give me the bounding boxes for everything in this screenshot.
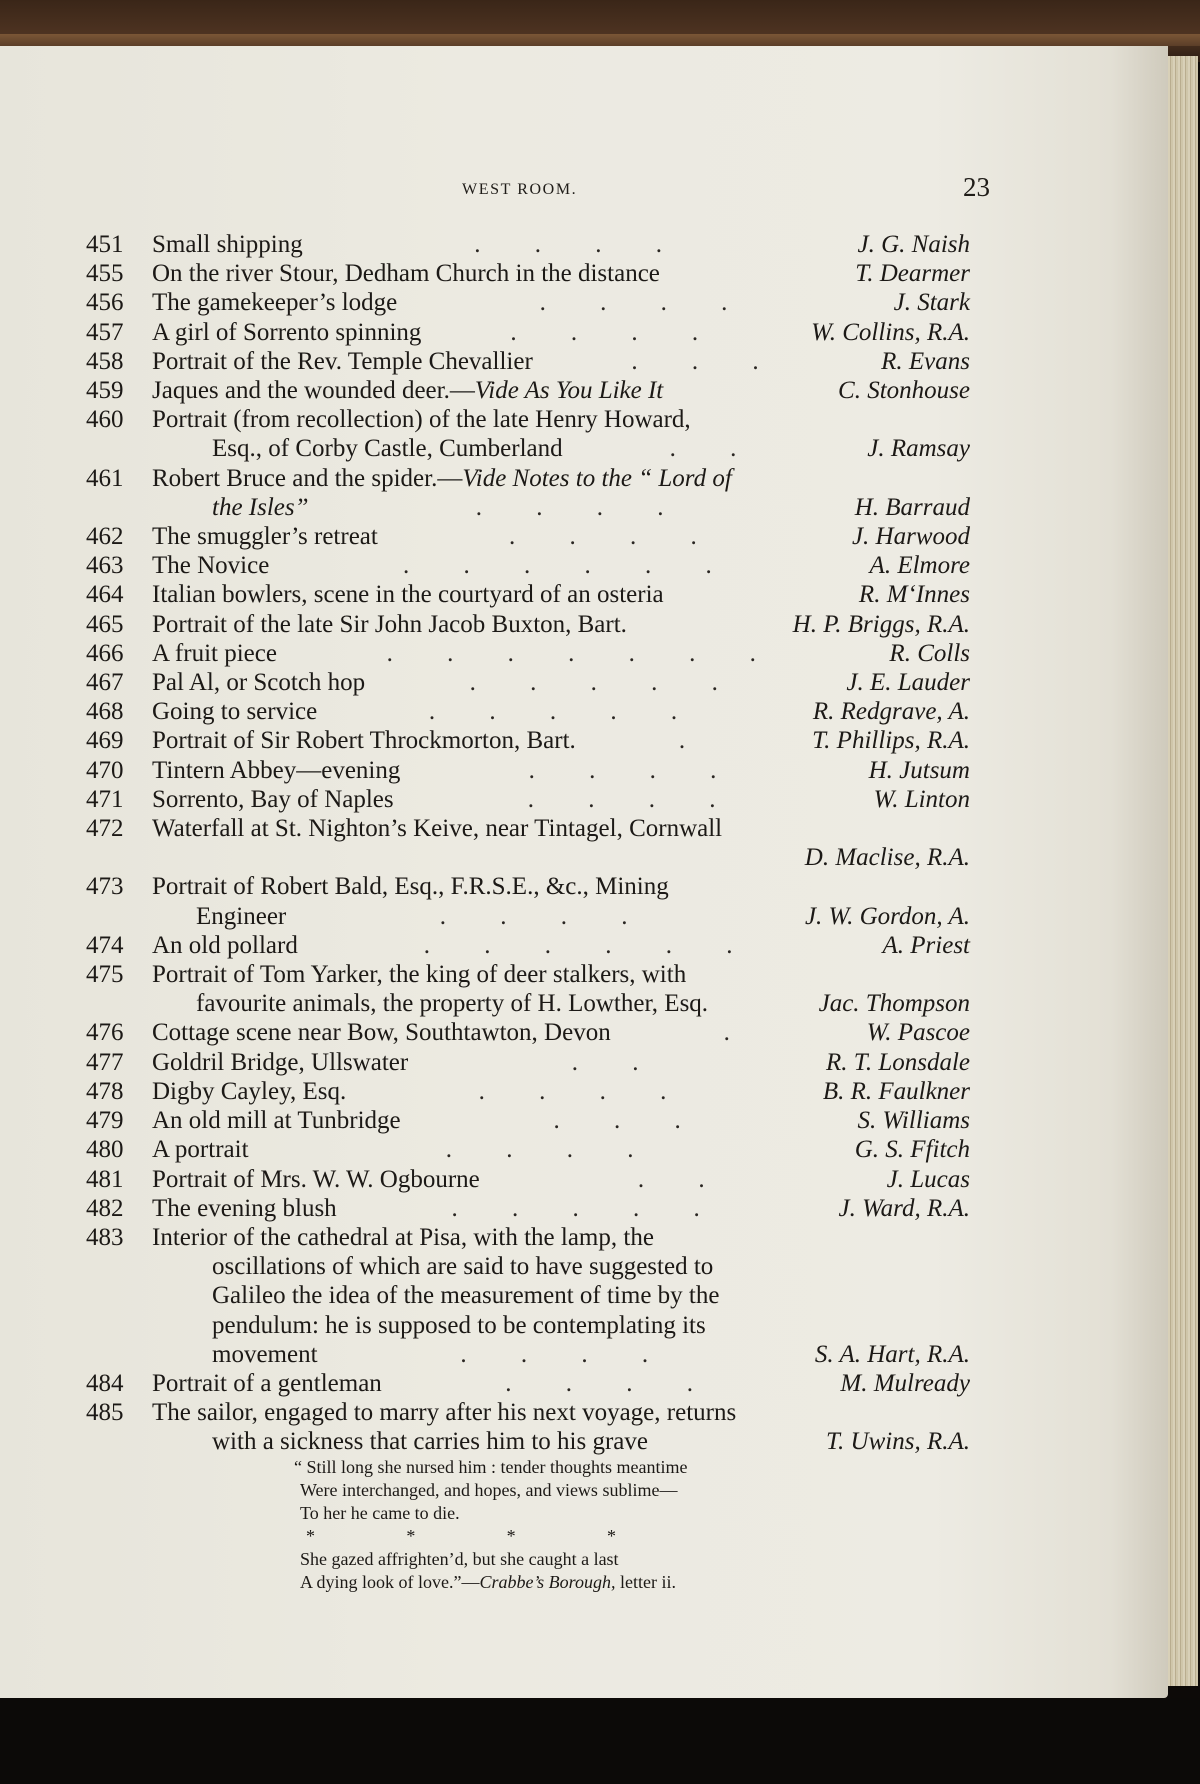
entry-title: Tintern Abbey—evening (152, 756, 401, 784)
entry-title: Sorrento, Bay of Naples (152, 785, 394, 813)
catalogue-entry: 460 Portrait (from recollection) of the late Henry Howard, Esq., of Corby Castle, Cumberland . . J. Ramsay (86, 406, 970, 463)
catalogue-entry (86, 960, 970, 1018)
catalogue-entry: 457 A girl of Sorrento spinning . . . . W. Collins, R.A. (86, 318, 970, 346)
entry-number: 478 (86, 1077, 124, 1105)
catalogue-entry: 478 Digby Cayley, Esq. . . . . B. R. Faulkner (86, 1077, 970, 1105)
entry-title: with a sickness that carries him to his grave (212, 1428, 648, 1456)
asterisk: * (606, 1526, 616, 1546)
entry-number: 471 (86, 785, 124, 813)
entry-artist: T. Uwins, R.A. (826, 1428, 970, 1456)
entry-artist: T. Phillips, R.A. (812, 727, 970, 755)
entry-title-line: Interior of the cathedral at Pisa, with the lamp, the (152, 1223, 654, 1251)
entry-artist: J. Stark (893, 289, 970, 317)
verse-line: Were interchanged, and hopes, and views sublime— (300, 1480, 678, 1500)
entry-title: Esq., of Corby Castle, Cumberland (212, 435, 563, 463)
verse-line-citation (300, 1571, 860, 1594)
catalogue-entry (86, 610, 970, 639)
entry-title: Pal Al, or Scotch hop (152, 669, 366, 697)
entry-artist: R. Evans (881, 347, 970, 375)
page-number: 23 (963, 172, 990, 202)
entry-title-line: oscillations of which are said to have suggested to (212, 1253, 714, 1281)
entry-title: Jaques and the wounded deer.— (152, 377, 475, 405)
catalogue-list (86, 230, 970, 1457)
entry-number: 479 (86, 1107, 124, 1135)
entry-artist: J. G. Naish (857, 231, 970, 258)
catalogue-entry: 458 Portrait of the Rev. Temple Chevallier . . . R. Evans (86, 347, 970, 375)
entry-artist: J. Lucas (886, 1165, 970, 1193)
entry-number: 451 (86, 231, 124, 258)
asterisk: * (506, 1526, 516, 1546)
entry-artist: J. Harwood (851, 523, 970, 551)
entry-title: Portrait of the Rev. Temple Chevallier (152, 347, 533, 375)
entry-artist: W. Collins, R.A. (811, 318, 970, 346)
entry-title: A fruit piece (152, 639, 277, 667)
entry-title-line: Portrait (from recollection) of the late Henry Howard, (152, 406, 691, 434)
entry-artist: R. T. Lonsdale (826, 1048, 970, 1076)
entry-number: 459 (86, 377, 124, 405)
entry-title: Portrait of a gentleman (152, 1369, 382, 1397)
entry-title: Portrait of the late Sir John Jacob Buxton, Bart. (152, 610, 627, 638)
entry-artist: C. Stonhouse (838, 377, 970, 405)
entry-title: Portrait of Sir Robert Throckmorton, Bart. (152, 727, 576, 755)
entry-artist: R. Colls (889, 639, 970, 667)
entry-title: Cottage scene near Bow, Southtawton, Devon (152, 1019, 611, 1047)
entry-number: 485 (86, 1399, 124, 1427)
verse-line: To her he came to die. (300, 1503, 460, 1523)
entry-number: 473 (86, 873, 124, 901)
entry-number: 483 (86, 1223, 124, 1251)
entry-artist: H. Barraud (854, 493, 970, 521)
entry-number: 466 (86, 639, 124, 667)
entry-number: 474 (86, 931, 124, 959)
entry-artist: D. Maclise, R.A. (804, 844, 970, 872)
entry-number: 475 (86, 961, 124, 989)
catalogue-entry: 469 Portrait of Sir Robert Throckmorton, Bart. . T. Phillips, R.A. (86, 727, 970, 755)
entry-artist: R. M‘Innes (858, 581, 970, 609)
entry-artist: A. Priest (882, 931, 970, 959)
entry-number: 482 (86, 1194, 124, 1222)
citation-title: Crabbe’s Borough, (479, 1572, 616, 1592)
entry-artist: J. E. Lauder (846, 669, 970, 697)
entry-artist: B. R. Faulkner (822, 1077, 970, 1105)
entry-title: Portrait of Mrs. W. W. Ogbourne (152, 1165, 480, 1193)
entry-number: 456 (86, 289, 124, 317)
verse-line: A dying look of love.”— (300, 1572, 480, 1592)
entry-title: On the river Stour, Dedham Church in the distance (152, 260, 660, 288)
catalogue-entry: 481 Portrait of Mrs. W. W. Ogbourne . . J. Lucas (86, 1165, 970, 1193)
entry-number: 470 (86, 756, 124, 784)
background-bottom (0, 1698, 1200, 1784)
entry-number: 457 (86, 318, 124, 346)
entry-artist: S. Williams (857, 1107, 970, 1135)
entry-number: 476 (86, 1019, 124, 1047)
catalogue-entry: 461 Robert Bruce and the spider.—Vide Notes to the “ Lord of the Isles” . . . . H. Barraud (86, 464, 970, 521)
entry-artist: W. Pascoe (866, 1019, 970, 1047)
entry-title: An old pollard (152, 931, 298, 959)
entry-number: 469 (86, 727, 124, 755)
catalogue-entry: 466 A fruit piece . . . . . . . R. Colls (86, 639, 970, 667)
catalogue-entry: 451 Small shipping . . . . J. G. Naish (86, 231, 970, 258)
entry-artist: R. Redgrave, A. (812, 698, 970, 726)
catalogue-entry (86, 580, 970, 609)
catalogue-entry: 470 Tintern Abbey—evening . . . . H. Jutsum (86, 756, 970, 784)
catalogue-entry: 479 An old mill at Tunbridge . . . S. Williams (86, 1107, 970, 1135)
catalogue-entry: 462 The smuggler’s retreat . . . . J. Harwood (86, 523, 970, 551)
entry-artist: G. S. Ffitch (854, 1136, 970, 1164)
catalogue-entry: 477 Goldril Bridge, Ullswater . . R. T. Lonsdale (86, 1048, 970, 1076)
entry-title: The gamekeeper’s lodge (152, 289, 398, 317)
entry-artist: H. P. Briggs, R.A. (792, 610, 970, 638)
entry-number: 461 (86, 464, 124, 492)
entry-number: 465 (86, 610, 124, 638)
entry-number: 458 (86, 347, 124, 375)
entry-number: 484 (86, 1369, 124, 1397)
catalogue-entry: 473 Portrait of Robert Bald, Esq., F.R.S.E., &c., Mining Engineer . . . . J. W. Gordon, A. (86, 873, 970, 930)
catalogue-entry: 476 Cottage scene near Bow, Southtawton, Devon . W. Pascoe (86, 1019, 970, 1047)
verse-line: She gazed affrighten’d, but she caught a last (300, 1549, 619, 1569)
entry-title-line: pendulum: he is supposed to be contemplating its (212, 1311, 706, 1339)
verse-line: “ Still long she nursed him : tender thoughts meantime (294, 1457, 688, 1477)
entry-title: The smuggler’s retreat (152, 523, 378, 551)
entry-title: Engineer (196, 902, 287, 930)
entry-title: The Novice (152, 552, 270, 580)
catalogue-entry (86, 814, 970, 872)
entry-artist: H. Jutsum (868, 756, 970, 784)
entry-number: 462 (86, 523, 124, 551)
catalogue-entry: 482 The evening blush . . . . . J. Ward, R.A. (86, 1194, 970, 1222)
entry-title: Italian bowlers, scene in the courtyard of an osteria (152, 581, 664, 609)
entry-title: Waterfall at St. Nighton’s Keive, near Tintagel, Cornwall (152, 815, 723, 843)
entry-title: Goldril Bridge, Ullswater (152, 1048, 409, 1076)
asterisk: * (306, 1526, 315, 1546)
catalogue-entry: 468 Going to service . . . . . R. Redgrave, A. (86, 698, 970, 726)
entry-number: 460 (86, 406, 124, 434)
entry-number: 455 (86, 260, 124, 288)
entry-number: 481 (86, 1165, 124, 1193)
asterisk: * (406, 1526, 416, 1546)
entry-title: Small shipping (152, 231, 303, 258)
entry-artist: Jac. Thompson (818, 990, 970, 1018)
catalogue-entry: 471 Sorrento, Bay of Naples . . . . W. Linton (86, 785, 970, 813)
entry-artist: S. A. Hart, R.A. (814, 1340, 970, 1368)
entry-number: 472 (86, 815, 124, 843)
entry-title-line: Portrait of Robert Bald, Esq., F.R.S.E., &c., Mining (152, 873, 669, 901)
entry-number: 464 (86, 581, 124, 609)
entry-title: The evening blush (152, 1194, 337, 1222)
entry-number: 463 (86, 552, 124, 580)
entry-title-reference: Vide Notes to the “ Lord of (462, 464, 732, 492)
entry-title-line: Robert Bruce and the spider.— (152, 464, 463, 492)
entry-title-line: Portrait of Tom Yarker, the king of deer stalkers, with (152, 961, 687, 989)
catalogue-entry (86, 1398, 970, 1456)
entry-artist: M. Mulready (840, 1369, 970, 1397)
catalogue-entry (86, 376, 970, 405)
catalogue-entry: 474 An old pollard . . . . . . A. Priest (86, 931, 970, 959)
entry-title-line: The sailor, engaged to marry after his next voyage, returns (152, 1399, 737, 1427)
entry-title: favourite animals, the property of H. Lowther, Esq. (196, 990, 709, 1018)
catalogue-entry: 467 Pal Al, or Scotch hop . . . . . J. E. Lauder (86, 669, 970, 697)
running-head: WEST ROOM. (462, 181, 578, 198)
catalogue-entry: 480 A portrait . . . . G. S. Ffitch (86, 1136, 970, 1164)
entry-title: Digby Cayley, Esq. (152, 1077, 347, 1105)
catalogue-entry (86, 259, 970, 288)
entry-title: movement (212, 1340, 318, 1368)
entry-title: A portrait (152, 1136, 249, 1164)
verse-quotation (294, 1456, 860, 1594)
entry-number: 480 (86, 1136, 124, 1164)
page-edges (1168, 56, 1198, 1686)
entry-artist: J. Ramsay (867, 435, 970, 463)
catalogue-entry: 484 Portrait of a gentleman . . . . M. Mulready (86, 1369, 970, 1397)
catalogue-entry: 456 The gamekeeper’s lodge . . . . J. Stark (86, 289, 970, 317)
catalogue-entry: 463 The Novice . . . . . . A. Elmore (86, 552, 970, 580)
entry-artist: W. Linton (873, 785, 970, 813)
catalogue-entry: 483 Interior of the cathedral at Pisa, with the lamp, the oscillations of which are said to have suggested to Galileo the idea of the measurement of time by the pendulum: he is supposed to be contemplating its movement . . . . S. A. Hart, R.A. (86, 1223, 970, 1368)
entry-artist: J. Ward, R.A. (838, 1194, 970, 1222)
entry-number: 477 (86, 1048, 124, 1076)
entry-title: A girl of Sorrento spinning (152, 318, 422, 346)
entry-artist: T. Dearmer (855, 260, 970, 288)
verse-separator (306, 1525, 616, 1548)
citation-detail: letter ii. (615, 1572, 676, 1592)
entry-number: 468 (86, 698, 124, 726)
entry-artist: A. Elmore (869, 552, 970, 580)
entry-title: An old mill at Tunbridge (152, 1107, 401, 1135)
entry-number: 467 (86, 669, 124, 697)
entry-title-reference: Vide As You Like It (474, 377, 664, 405)
entry-title-line: Galileo the idea of the measurement of time by the (212, 1282, 720, 1310)
entry-title: the Isles” (212, 493, 309, 521)
entry-artist: J. W. Gordon, A. (804, 902, 970, 930)
entry-title: Going to service (152, 698, 318, 726)
